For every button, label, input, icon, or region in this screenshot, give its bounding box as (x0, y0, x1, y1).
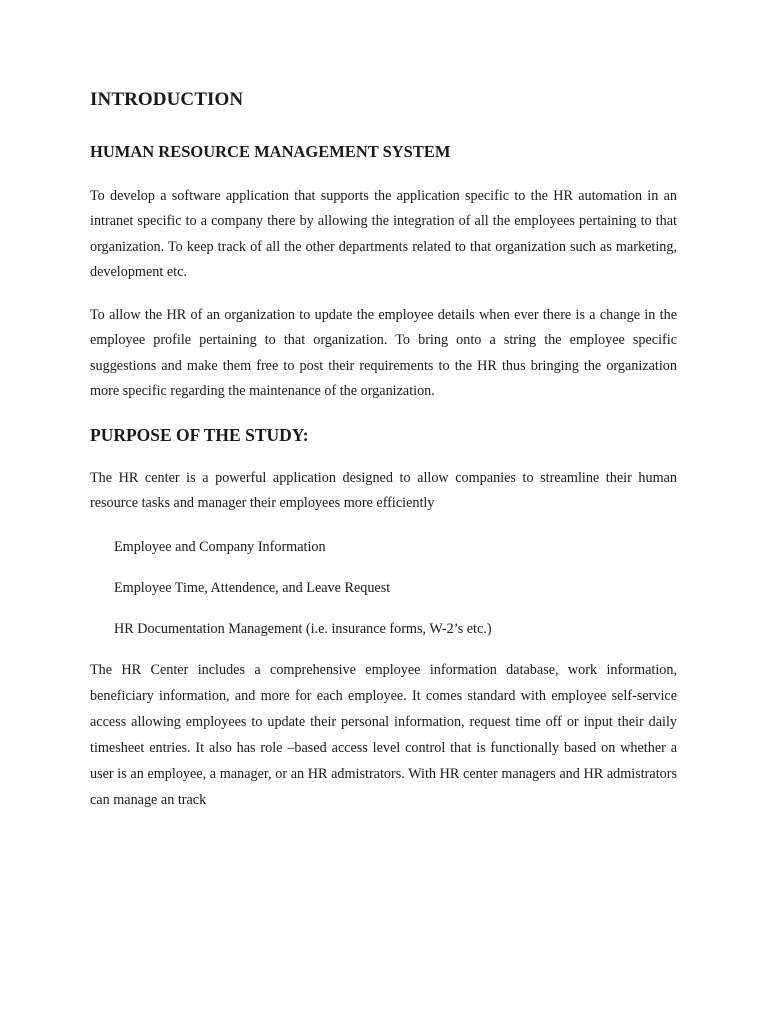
paragraph-purpose: The HR center is a powerful application designed to allow companies to streamline their human resource tasks and manager their employees more efficiently (90, 470, 677, 512)
page-title: INTRODUCTION (90, 89, 244, 110)
list-item: Employee Time, Attendence, and Leave Request (114, 580, 391, 596)
list-item: HR Documentation Management (i.e. insurance forms, W-2’s etc.) (114, 621, 492, 637)
section-heading-hrms: HUMAN RESOURCE MANAGEMENT SYSTEM (90, 142, 451, 161)
paragraph-intro-1: To develop a software application that supports the application specific to the HR automation in an intranet specific to a company there by allowing the integration of all the employees pertaining to that organization. To keep track of all the other departments related to that organization such as marketing, development etc. (90, 188, 677, 281)
paragraph-intro-2: To allow the HR of an organization to update the employee details when ever there is a change in the employee profile pertaining to that organization. To bring onto a string the employee specific suggestions and make them free to post their requirements to the HR thus bringing the organization more specific regarding the maintenance of the organization. (90, 307, 677, 400)
list-item: Employee and Company Information (114, 539, 326, 555)
section-heading-purpose: PURPOSE OF THE STUDY: (90, 425, 309, 445)
paragraph-hr-center: The HR Center includes a comprehensive employee information database, work information, beneficiary information, and more for each employee. It comes standard with employee self-service access allowing employees to update their personal information, request time off or input their daily timesheet entries. It also has role –based access level control that is functionally based on whether a user is an employee, a manager, or an HR admistrators. With HR center managers and HR admistrators can manage an track (90, 662, 677, 808)
